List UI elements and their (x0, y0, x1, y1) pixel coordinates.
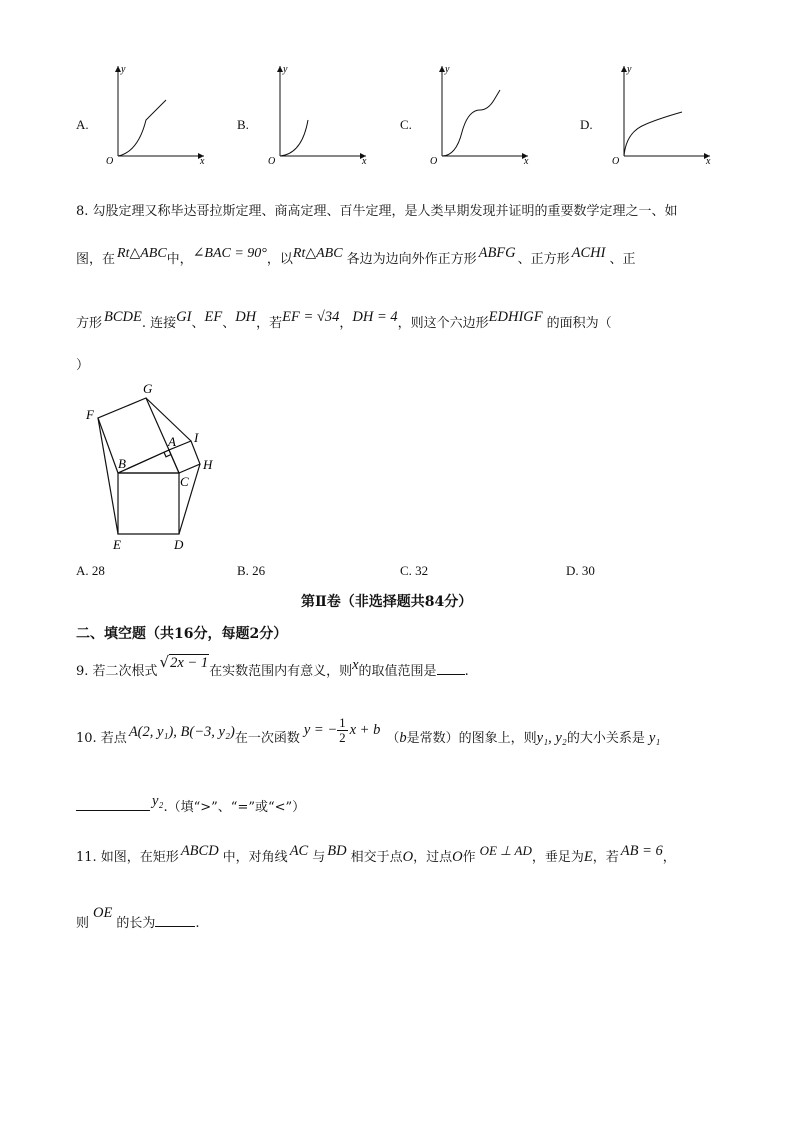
q8-sq1: ABFG (478, 245, 516, 261)
question-10-line2: y₂.（填“>”、“=”或“<”） (76, 796, 305, 816)
label-f: F (86, 407, 94, 422)
q9-blank (437, 662, 465, 675)
graph-a (100, 60, 210, 165)
graph-c-o: O (430, 156, 438, 165)
q8-rt1: Rt△ABC (117, 246, 167, 261)
option-d-label: D. (580, 117, 593, 132)
graph-b-x: x (362, 156, 367, 165)
q10-points: A(2, y₁), B(−3, y₂) (128, 724, 235, 740)
q8-hex: EDHIGF (488, 309, 543, 325)
part2-title: 第Ⅱ卷（非选择题共84分） (301, 594, 473, 610)
graph-c (424, 60, 534, 165)
option-b-label: B. (237, 117, 249, 132)
label-d: D (174, 537, 184, 552)
graph-c-x: x (524, 156, 529, 165)
q8-line1: 8. 勾股定理又称毕达哥拉斯定理、商高定理、百牛定理，是人类早期发现并证明的重要数学定理之一、如 (76, 204, 678, 219)
q8-ef-eq: EF = √34 (282, 309, 340, 325)
q8-sq2: ACHI (571, 245, 606, 261)
q8-option-d: D. 30 (566, 563, 595, 578)
graph-d-o: O (612, 156, 620, 165)
graph-a-x: x (200, 156, 205, 165)
question-11-line2: 则OE的长为 . (76, 905, 200, 931)
graph-b-o: O (268, 156, 276, 165)
question-11: 11. 如图，在矩形 ABCD 中，对角线 AC 与 BD 相交于点O，过点O作 OE ⊥ AD，垂足为E，若 AB = 6， (76, 843, 676, 865)
q10-fraction: $\frac{1}{2}$ (339, 715, 346, 745)
graph-c-y: y (445, 64, 450, 75)
graph-d-y: y (627, 64, 632, 75)
option-a-label: A. (76, 117, 89, 132)
graph-d-x: x (706, 156, 711, 165)
graph-a-o: O (106, 156, 114, 165)
q8-line4: ） (76, 358, 90, 373)
section2-title: 二、填空题（共16分，每题2分） (76, 626, 288, 642)
label-g: G (143, 381, 153, 396)
q8-line2: 图，在 Rt△ABC中，∠BAC = 90°，以Rt△ABC 各边为边向外作正方形 ABFG 、正方形 ACHI 、正 (76, 245, 636, 267)
label-i: I (194, 430, 199, 445)
label-e: E (113, 537, 121, 552)
q8-option-c: C. 32 (400, 563, 429, 578)
q11-blank (155, 914, 195, 927)
option-c-label: C. (400, 117, 412, 132)
graph-b-y: y (283, 64, 288, 75)
q9-radical: √2x − 1 (159, 653, 209, 671)
q8-option-a: A. 28 (76, 563, 105, 578)
graph-b (262, 60, 372, 165)
q8-line3: 方形 BCDE. 连接GI、EF、DH，若EF = √34，DH = 4，则这个六边形EDHIGF 的面积为（ (76, 309, 612, 331)
q8-rt2: Rt△ABC (292, 246, 343, 261)
label-b: B (118, 456, 126, 471)
q8-sq3: BCDE (104, 309, 142, 325)
label-h: H (203, 457, 213, 472)
q8-option-b: B. 26 (237, 563, 266, 578)
graph-d (606, 60, 716, 165)
question-10: 10. 若点 A(2, y₁), B(−3, y₂)在一次函数y = − $\frac{1}{2}$ x + b（b是常数）的图象上，则y₁, y₂的大小关系是 y₁ (76, 715, 661, 746)
question-9: 9. 若二次根式√2x − 1在实数范围内有意义，则x的取值范围是 . (76, 653, 469, 679)
q10-blank (76, 798, 150, 811)
label-c: C (180, 474, 189, 489)
label-a: A (168, 434, 176, 449)
q8-dh-eq: DH = 4 (352, 309, 398, 325)
q8-angle: ∠BAC = 90° (192, 246, 267, 261)
graph-a-y: y (121, 64, 126, 75)
q8-figure (80, 378, 230, 558)
